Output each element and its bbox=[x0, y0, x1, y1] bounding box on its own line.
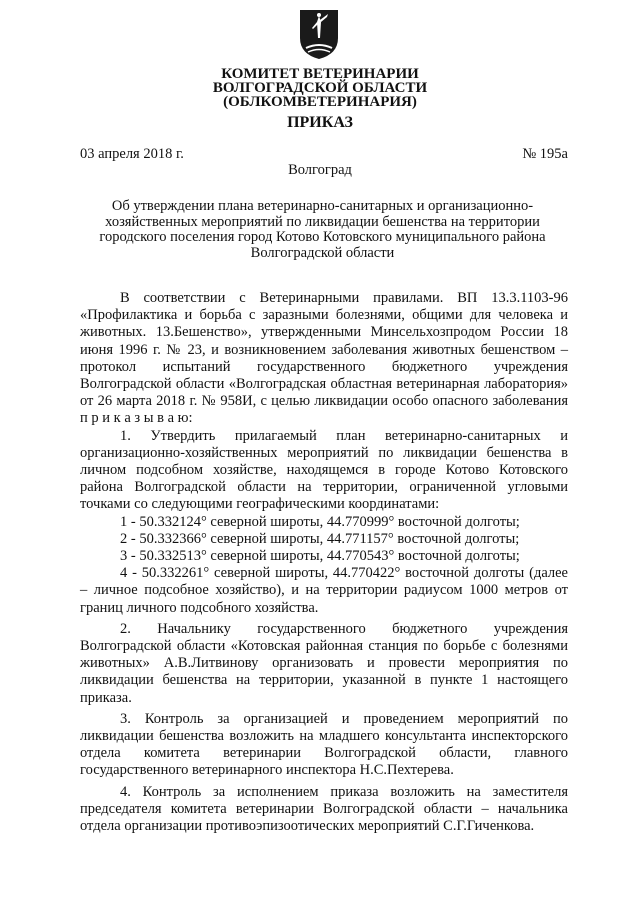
coordinate-2: 2 - 50.332366° северной широты, 44.771157° восточной долготы; bbox=[120, 530, 520, 547]
document-date: 03 апреля 2018 г. bbox=[80, 146, 184, 162]
document-subject: Об утверждении плана ветеринарно-санитарных и организационно-хозяйственных мероприятий по ликвидации бешенства на территории городского поселения город Котово Котовского муниципального района Волгоградской области bbox=[99, 198, 546, 261]
org-name-line2: ВОЛГОГРАДСКОЙ ОБЛАСТИ bbox=[212, 80, 428, 96]
org-name-line1: КОМИТЕТ ВЕТЕРИНАРИИ bbox=[221, 66, 419, 82]
document-city: Волгоград bbox=[288, 162, 352, 178]
coordinate-1: 1 - 50.332124° северной широты, 44.770999° восточной долготы; bbox=[120, 513, 520, 530]
item-4-paragraph: 4. Контроль за исполнением приказа возложить на заместителя председателя комитета ветеринарии Волгоградской области – начальника отдела организации противоэпизоотических мероприятий С.Г.Гиченкова. bbox=[80, 783, 568, 835]
item-3-paragraph: 3. Контроль за организацией и проведением мероприятий по ликвидации бешенства возложить на младшего консультанта инспекторского отдела комитета ветеринарии Волгоградской области, главного государственного ветеринарного инспектора Н.С.Пехтерева. bbox=[80, 710, 568, 779]
intro-paragraph: В соответствии с Ветеринарными правилами. ВП 13.3.1103-96 «Профилактика и борьба с заразными болезнями, общими для человека и животных. 13.Бешенство», утвержденными Минсельхозпродом России 18 июня 1996 г. № 23, и возникновением заболевания животных бешенством – протокол испытаний государственного бюджетного учреждения Волгоградской области «Волгоградская областная ветеринарная лаборатория» от 26 марта 2018 г. № 958И, с целью ликвидации особо опасного заболевания п р и к а з ы в а ю: bbox=[80, 290, 568, 427]
document-number: № 195а bbox=[522, 146, 568, 162]
item-2-paragraph: 2. Начальнику государственного бюджетного учреждения Волгоградской области «Котовская районная станция по борьбе с болезнями животных» А.В.Литвинову организовать и провести мероприятия по ликвидации бешенства на территории, указанной в пункте 1 настоящего приказа. bbox=[80, 620, 568, 706]
item-1-paragraph: 1. Утвердить прилагаемый план ветеринарно-санитарных и организационно-хозяйственных мероприятий по ликвидации бешенства в личном подсобном хозяйстве, находящемся в городе Котово Котовского района Волгоградской области на территории, ограниченной угловыми точками со следующими географическими координатами: bbox=[80, 427, 568, 513]
org-name-line3: (ОБЛКОМВЕТЕРИНАРИЯ) bbox=[223, 94, 417, 110]
document-body bbox=[80, 290, 568, 835]
coat-of-arms-icon bbox=[298, 8, 340, 60]
coordinate-4: 4 - 50.332261° северной широты, 44.770422° восточной долготы (далее – личное подсобное хозяйство), и на территории радиусом 1000 метров от границ личного подсобного хозяйства. bbox=[80, 565, 568, 616]
coordinate-3: 3 - 50.332513° северной широты, 44.770543° восточной долготы; bbox=[120, 548, 520, 565]
document-type: ПРИКАЗ bbox=[287, 114, 353, 131]
